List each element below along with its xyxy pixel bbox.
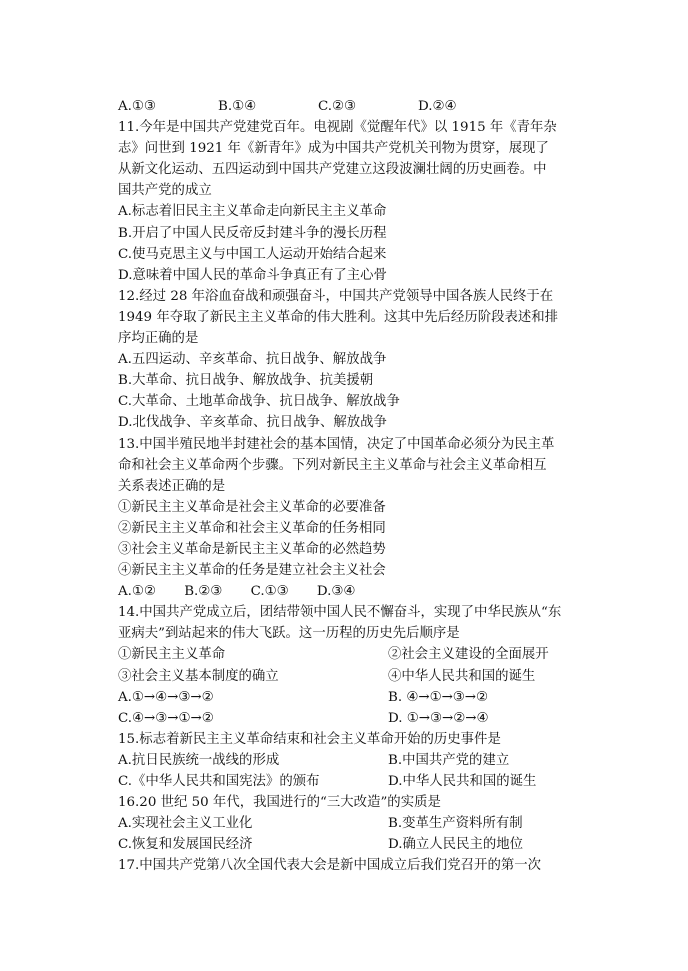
- option-b: B.大革命、抗日战争、解放战争、抗美援朝: [118, 373, 374, 389]
- option-c: C.④→③→①→②: [118, 710, 214, 726]
- option-a: A.实现社会主义工业化: [118, 816, 253, 832]
- question-stem-line: 1949 年夺取了新民主主义革命的伟大胜利。这其中先后经历阶段表述和排: [118, 309, 559, 325]
- question-stem-line: 命和社会主义革命两个步骤。下列对新民主主义革命与社会主义革命相互: [118, 457, 547, 473]
- option-row: [118, 771, 574, 792]
- option-d: D.中华人民共和国的诞生: [388, 774, 537, 789]
- option-row: [118, 834, 574, 855]
- question-14: [118, 602, 574, 729]
- option-a: A.①②: [118, 584, 156, 600]
- question-stem-line: 国共产党的成立: [118, 183, 212, 199]
- question-stem-line: 亚病夫”到站起来的伟大飞跃。这一历程的历史先后顺序是: [118, 626, 460, 642]
- option-d: D.北伐战争、辛亥革命、抗日战争、解放战争: [118, 415, 387, 431]
- statement-row: [118, 644, 574, 665]
- option-c: C.①③: [250, 584, 289, 600]
- statement-row: [118, 666, 574, 687]
- q10-options: [118, 96, 574, 117]
- statement-item: ④中华人民共和国的诞生: [388, 668, 536, 684]
- question-stem-line: 序均正确的是: [118, 331, 199, 347]
- option-b: B. ④→①→③→②: [388, 689, 489, 705]
- option-row: [118, 708, 574, 729]
- option-a: A.标志着旧民主主义革命走向新民主主义革命: [118, 204, 387, 220]
- question-stem-line: 11.今年是中国共产党建党百年。电视剧《觉醒年代》以 1915 年《青年杂: [118, 120, 557, 136]
- option-a: A.①→④→③→②: [118, 689, 214, 705]
- option-b: B.②③: [184, 584, 223, 600]
- statement-item: ④新民主主义革命的任务是建立社会主义社会: [118, 563, 386, 579]
- option-row: [118, 687, 574, 708]
- option-b: B.中国共产党的建立: [388, 752, 510, 768]
- option-d: D.确立人民民主的地位: [388, 837, 524, 853]
- option-d: D. ①→③→②→④: [388, 710, 489, 726]
- question-stem-line: 15.标志着新民主主义革命结束和社会主义革命开始的历史事件是: [118, 731, 501, 747]
- question-stem-line: 16.20 世纪 50 年代，我国进行的“三大改造”的实质是: [118, 795, 441, 811]
- question-15: [118, 729, 574, 792]
- option-b: B.①④: [218, 99, 257, 114]
- question-stem-line: 12.经过 28 年浴血奋战和顽强奋斗，中国共产党领导中国各族人民终于在: [118, 288, 554, 304]
- option-c: C.《中华人民共和国宪法》的颁布: [118, 774, 320, 789]
- statement-item: ②新民主主义革命和社会主义革命的任务相同: [118, 520, 386, 536]
- option-c: C.使马克思主义与中国工人运动开始结合起来: [118, 246, 387, 262]
- question-stem-line: 从新文化运动、五四运动到中国共产党建立这段波澜壮阔的历史画卷。中: [118, 162, 547, 178]
- option-d: D.③④: [316, 584, 356, 600]
- option-c: C.恢复和发展国民经济: [118, 837, 253, 853]
- option-d: D.意味着中国人民的革命斗争真正有了主心骨: [118, 267, 387, 283]
- option-a: A.①③: [118, 99, 156, 114]
- q13-options: [118, 581, 574, 602]
- statement-item: ②社会主义建设的全面展开: [388, 647, 549, 663]
- statement-item: ③社会主义革命是新民主主义革命的必然趋势: [118, 541, 386, 557]
- option-b: B.变革生产资料所有制: [388, 816, 523, 832]
- question-stem-line: 志》问世到 1921 年《新青年》成为中国共产党机关刊物为贯穿，展现了: [118, 141, 549, 157]
- question-12: [118, 286, 574, 434]
- option-a: A.五四运动、辛亥革命、抗日战争、解放战争: [118, 352, 387, 368]
- question-stem-line: 17.中国共产党第八次全国代表大会是新中国成立后我们党召开的第一次: [118, 858, 542, 874]
- option-b: B.开启了中国人民反帝反封建斗争的漫长历程: [118, 225, 387, 241]
- question-16: [118, 792, 574, 855]
- question-13: [118, 434, 574, 603]
- exam-page: [118, 96, 574, 876]
- option-row: [118, 750, 574, 771]
- question-11: [118, 117, 574, 286]
- question-stem-line: 14.中国共产党成立后，团结带领中国人民不懈奋斗，实现了中华民族从“东: [118, 605, 562, 621]
- statement-item: ①新民主主义革命是社会主义革命的必要准备: [118, 499, 386, 515]
- question-stem-line: 关系表述正确的是: [118, 478, 226, 494]
- option-a: A.抗日民族统一战线的形成: [118, 752, 280, 768]
- statement-item: ③社会主义基本制度的确立: [118, 668, 279, 684]
- option-row: [118, 813, 574, 834]
- option-c: C.②③: [318, 99, 357, 114]
- option-c: C.大革命、土地革命战争、抗日战争、解放战争: [118, 394, 400, 410]
- question-17: [118, 855, 574, 876]
- option-d: D.②④: [418, 99, 457, 114]
- question-stem-line: 13.中国半殖民地半封建社会的基本国情，决定了中国革命必须分为民主革: [118, 436, 555, 452]
- statement-item: ①新民主主义革命: [118, 647, 226, 663]
